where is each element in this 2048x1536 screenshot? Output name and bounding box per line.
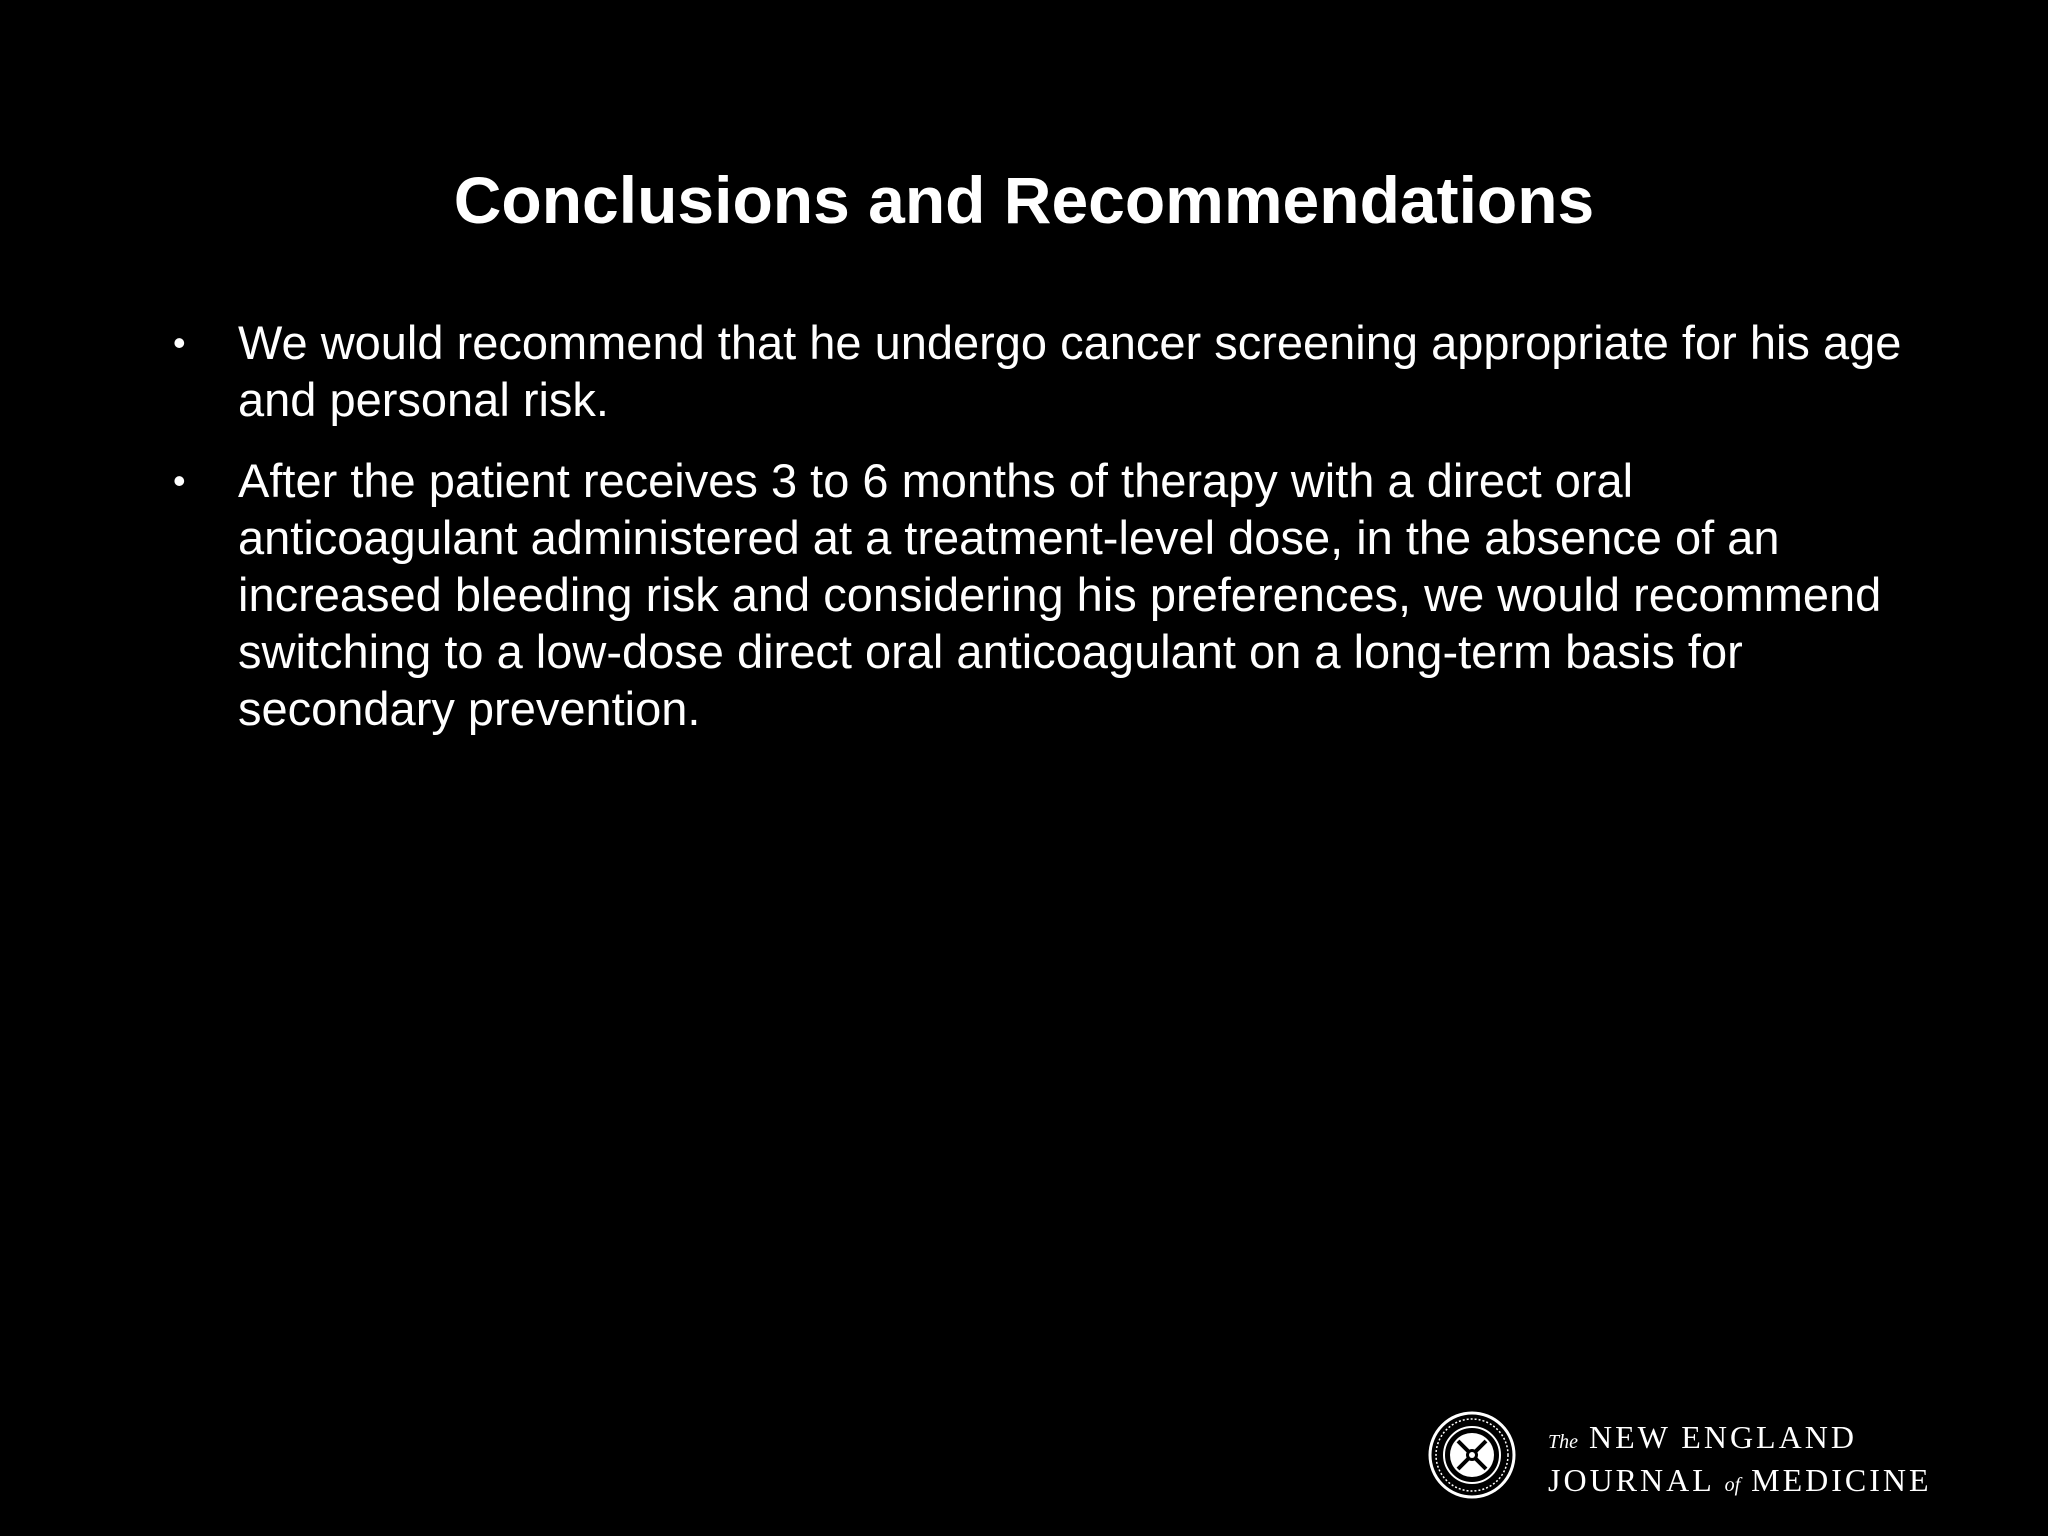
nejm-logo xyxy=(1428,1410,1978,1500)
wordmark-line-2: JOURNAL of MEDICINE xyxy=(1548,1462,1932,1498)
slide-title: Conclusions and Recommendations xyxy=(453,163,1595,237)
bullet-item-screening xyxy=(168,314,1908,428)
nejm-wordmark xyxy=(1548,1418,1978,1504)
wordmark-line-1: The NEW ENGLAND xyxy=(1548,1419,1857,1455)
bullet-text: After the patient receives 3 to 6 months of therapy with a direct oral anticoagulant administered at a treatment-level dose, in the absence of an increased bleeding risk and considering his preferences, we would recommend switching to a low-dose direct oral anticoagulant on a long-term basis for secondary prevention. xyxy=(238,454,1882,735)
bullet-item-anticoagulant xyxy=(168,452,1908,737)
bullet-icon: • xyxy=(173,322,186,363)
bullet-list xyxy=(168,314,1908,761)
bullet-text: We would recommend that he undergo cancer screening appropriate for his age and personal risk. xyxy=(238,316,1902,426)
nejm-seal-icon xyxy=(1428,1410,1516,1500)
bullet-icon: • xyxy=(173,460,186,501)
